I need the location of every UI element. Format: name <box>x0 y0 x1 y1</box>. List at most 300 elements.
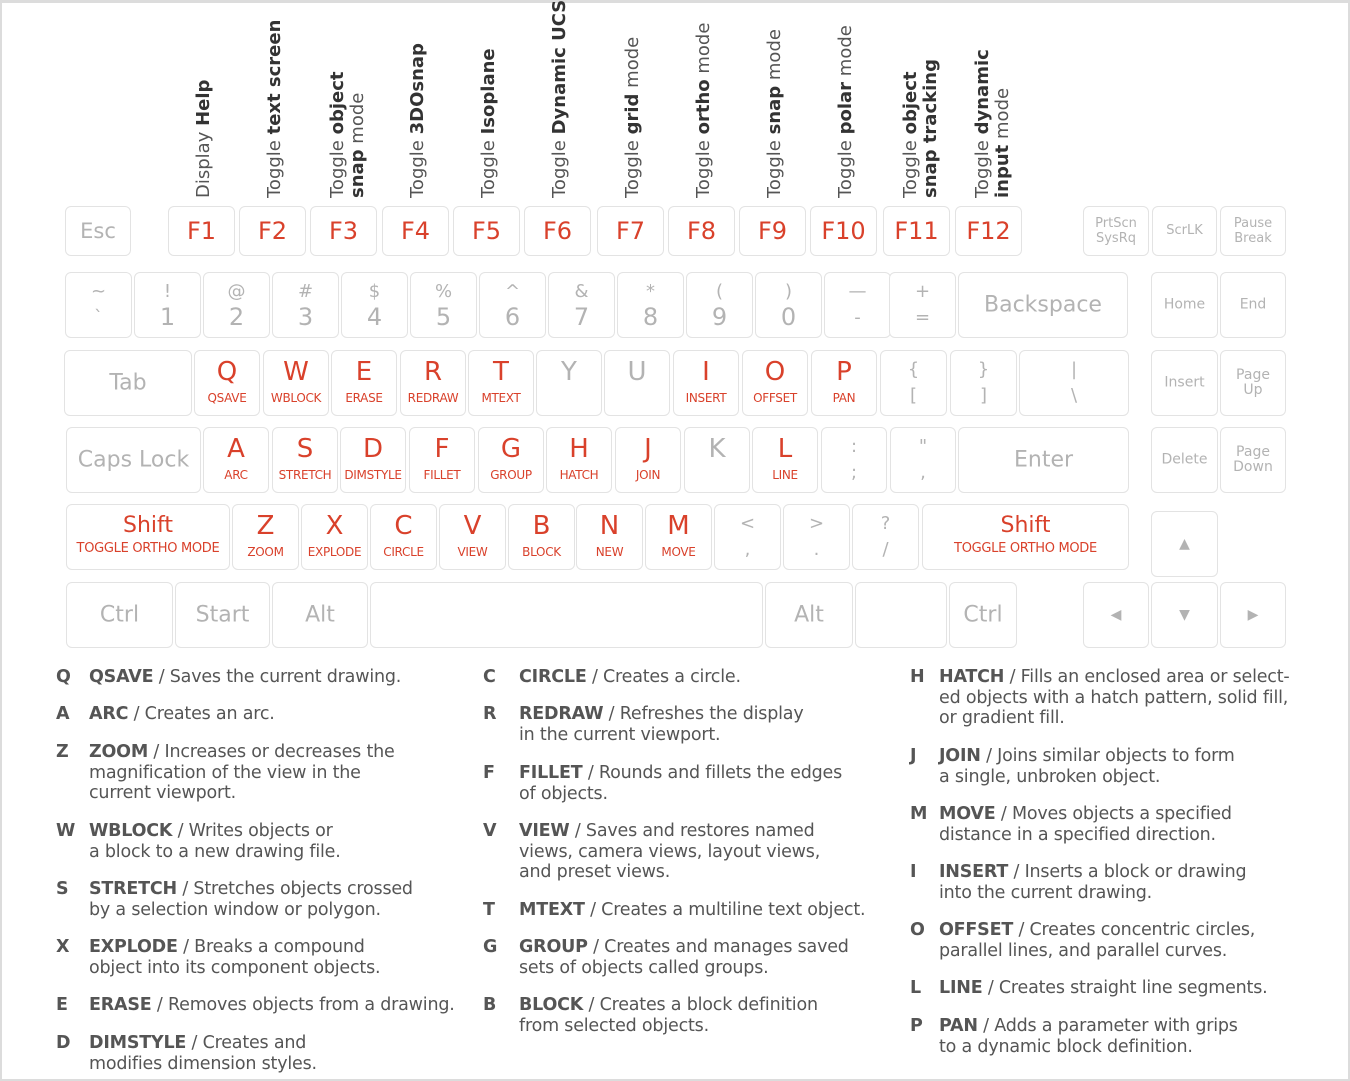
key-command: ARC <box>224 468 248 482</box>
shortcut-letter: M <box>910 804 928 824</box>
shortcut-letter: O <box>910 920 925 940</box>
function-key-label-f9 <box>757 8 817 198</box>
shortcut-text-line: into the current drawing. <box>939 882 1153 903</box>
key-z[interactable] <box>232 504 299 570</box>
prtscn-line1: PrtScn <box>1095 216 1137 231</box>
shortcut-description-e <box>56 995 456 1018</box>
shortcut-text-line: and preset views. <box>519 862 671 882</box>
home-label: Home <box>1163 296 1206 313</box>
key-base-symbol: ; <box>850 462 858 483</box>
shortcut-explanation: / Creates a multiline text object. <box>584 900 866 920</box>
shortcut-command: WBLOCK <box>89 821 173 841</box>
function-label-suffix: mode <box>835 25 856 82</box>
key-command: INSERT <box>685 391 727 405</box>
scrlk-key[interactable] <box>1152 206 1217 256</box>
function-label-bold: object <box>900 71 921 135</box>
shortcut-command: VIEW <box>519 821 570 841</box>
scrlk-label: ScrLK <box>1166 223 1203 238</box>
function-label-text <box>623 8 643 198</box>
left-shift-key[interactable] <box>66 504 230 570</box>
number-key-4[interactable] <box>341 272 408 338</box>
shortcut-explanation: / Creates a block definition <box>583 995 818 1015</box>
function-key-f11[interactable] <box>883 206 950 256</box>
shortcut-description-b <box>483 995 883 1038</box>
key-letter: M <box>667 511 690 541</box>
key-u[interactable] <box>604 350 670 416</box>
shortcut-text-line: distance in a specified direction. <box>939 824 1216 845</box>
shortcut-explanation: / Creates a circle. <box>586 667 741 687</box>
key-letter: Y <box>561 357 577 387</box>
shortcut-text <box>89 1033 317 1074</box>
shortcut-text <box>89 704 275 725</box>
function-key-f12[interactable] <box>955 206 1022 256</box>
function-label-prefix: Toggle <box>327 134 348 198</box>
number-key-3[interactable] <box>272 272 339 338</box>
function-label-bold: ortho <box>693 79 714 135</box>
key-base-symbol: 5 <box>435 303 452 331</box>
shortcut-letter: E <box>56 995 68 1015</box>
shift-command: TOGGLE ORTHO MODE <box>76 541 220 556</box>
shortcut-description-c <box>483 667 883 690</box>
function-key-label: F6 <box>542 217 573 245</box>
function-key-label: F3 <box>328 217 359 245</box>
ctrl-label: Ctrl <box>99 602 140 628</box>
function-label-text <box>901 8 941 198</box>
function-key-f6[interactable] <box>524 206 591 256</box>
function-key-label: F12 <box>966 217 1011 245</box>
key-letter: N <box>599 511 620 541</box>
key-letter: D <box>362 434 384 464</box>
key-command: ERASE <box>345 391 383 405</box>
key-base-symbol: 6 <box>504 303 521 331</box>
function-key-label: F10 <box>821 217 866 245</box>
semicolon-key[interactable] <box>821 427 887 493</box>
function-key-label: F2 <box>257 217 288 245</box>
function-key-f5[interactable] <box>453 206 520 256</box>
key-w[interactable] <box>263 350 329 416</box>
key-shift-symbol: ) <box>784 281 793 302</box>
key-s[interactable] <box>272 427 338 493</box>
menu-key[interactable] <box>855 582 947 648</box>
key-shift-symbol: < <box>739 513 756 534</box>
shortcut-command: ZOOM <box>89 742 149 762</box>
shortcut-letter: F <box>483 763 495 783</box>
function-key-f8[interactable] <box>668 206 735 256</box>
function-label-text <box>836 8 856 198</box>
shortcut-text-line <box>89 704 275 725</box>
function-key-f10[interactable] <box>810 206 877 256</box>
shortcut-command: EXPLODE <box>89 937 178 957</box>
function-label-bold: dynamic <box>972 49 993 135</box>
space-key[interactable] <box>370 582 763 648</box>
shortcut-text <box>519 667 741 688</box>
number-key-6[interactable] <box>479 272 546 338</box>
pageup-line1: Page <box>1236 367 1270 383</box>
shortcut-text-line: current viewport. <box>89 783 237 803</box>
function-label-suffix: mode <box>693 22 714 80</box>
alt-label: Alt <box>305 602 335 628</box>
key-shift-symbol: ( <box>715 281 724 302</box>
function-label-prefix: Toggle <box>835 134 856 198</box>
capslock-label: Caps Lock <box>77 447 190 473</box>
shortcut-text <box>939 667 1290 729</box>
shortcut-text-line <box>89 879 413 900</box>
function-label-line2 <box>348 8 368 198</box>
key-letter: I <box>702 357 710 387</box>
key-letter: U <box>627 357 647 387</box>
key-shift-symbol: } <box>977 359 990 380</box>
key-base-symbol: 7 <box>573 303 590 331</box>
shortcut-explanation: / Saves and restores named <box>569 821 815 841</box>
pagedown-key[interactable] <box>1220 427 1286 493</box>
key-base-symbol: [ <box>909 385 918 406</box>
function-label-prefix: Toggle <box>478 134 499 198</box>
arrow-up-key[interactable] <box>1151 511 1218 577</box>
right-shift-key[interactable] <box>922 504 1129 570</box>
shortcut-letter: B <box>483 995 497 1015</box>
number-key-0[interactable] <box>65 272 132 338</box>
shortcut-text-line: in the current viewport. <box>519 724 721 745</box>
function-label-bold: snap <box>764 85 785 135</box>
key-base-symbol: , <box>920 462 926 483</box>
shortcut-description-r <box>483 704 883 747</box>
function-label-line1 <box>623 8 643 198</box>
shortcut-text-line <box>89 742 395 763</box>
right-ctrl-key[interactable] <box>949 582 1017 648</box>
shortcut-command: STRETCH <box>89 879 177 899</box>
prtscn-label <box>1084 216 1148 246</box>
shortcut-explanation: / Fills an enclosed area or select- <box>1004 667 1290 687</box>
key-base-symbol: , <box>744 539 751 560</box>
shortcut-text-line <box>89 821 341 842</box>
key-r[interactable] <box>400 350 466 416</box>
enter-key[interactable] <box>958 427 1129 493</box>
shortcut-text <box>89 742 395 804</box>
shortcut-command: MTEXT <box>519 900 585 920</box>
shortcut-text <box>939 1016 1238 1057</box>
shortcut-explanation: / Creates concentric circles, <box>1013 920 1256 940</box>
shortcut-explanation: / Refreshes the display <box>603 704 804 724</box>
number-key-5[interactable] <box>410 272 477 338</box>
shortcut-description-x <box>56 937 456 980</box>
function-key-label: F11 <box>894 217 939 245</box>
function-label-line2-text: mode <box>992 87 1013 145</box>
key-command: JOIN <box>635 468 661 482</box>
shortcut-command: GROUP <box>519 937 588 957</box>
function-label-line1 <box>408 8 428 198</box>
function-label-line1 <box>328 8 348 198</box>
function-key-label: F7 <box>615 217 646 245</box>
shortcut-command: CIRCLE <box>519 667 587 687</box>
key-shift-symbol: & <box>574 281 589 302</box>
shortcut-letter: J <box>910 746 917 766</box>
shortcut-explanation: / Moves objects a specified <box>995 804 1232 824</box>
function-label-line1 <box>479 8 499 198</box>
key-letter: X <box>325 511 344 541</box>
key-shift-symbol: + <box>914 281 931 302</box>
function-key-f7[interactable] <box>597 206 664 256</box>
key-base-symbol: 9 <box>711 303 728 331</box>
shortcut-text <box>89 879 413 920</box>
bracket-key-0[interactable] <box>880 350 947 416</box>
key-letter: Z <box>256 511 275 541</box>
function-key-label-f2 <box>257 8 317 198</box>
shortcut-description-q <box>56 667 456 690</box>
key-letter: K <box>708 434 726 464</box>
function-label-prefix: Toggle <box>549 134 570 198</box>
key-command: PAN <box>832 391 856 405</box>
start-key[interactable] <box>175 582 270 648</box>
key-letter: G <box>500 434 522 464</box>
key-q[interactable] <box>194 350 260 416</box>
arrow-up-icon: ▲ <box>1179 536 1190 552</box>
shortcut-letter: Z <box>56 742 69 762</box>
key-letter: Q <box>216 357 238 387</box>
shortcut-letter: V <box>483 821 497 841</box>
function-key-f3[interactable] <box>310 206 377 256</box>
pageup-key[interactable] <box>1220 350 1286 416</box>
key-k[interactable] <box>684 427 750 493</box>
shortcut-text-line: views, camera views, layout views, <box>519 841 821 862</box>
ctrl-label: Ctrl <box>963 602 1003 628</box>
key-command: EXPLODE <box>307 545 362 559</box>
shortcut-text-line <box>939 978 1268 999</box>
key-command: LINE <box>772 468 798 482</box>
quote-key[interactable] <box>890 427 956 493</box>
number-key-12[interactable] <box>889 272 956 338</box>
shortcut-command: OFFSET <box>939 920 1014 940</box>
key-v[interactable] <box>439 504 506 570</box>
arrow-right-icon: ▶ <box>1247 607 1259 623</box>
insert-label: Insert <box>1164 374 1205 391</box>
shortcut-explanation: / Creates an arc. <box>128 704 275 724</box>
function-key-label: F4 <box>400 217 431 245</box>
key-x[interactable] <box>301 504 368 570</box>
key-h[interactable] <box>546 427 612 493</box>
key-c[interactable] <box>370 504 437 570</box>
number-key-7[interactable] <box>548 272 615 338</box>
key-i[interactable] <box>673 350 739 416</box>
number-key-8[interactable] <box>617 272 684 338</box>
key-letter: S <box>296 434 314 464</box>
backspace-key[interactable] <box>958 272 1128 338</box>
delete-key[interactable] <box>1151 427 1218 493</box>
shortcut-text <box>939 862 1246 903</box>
function-key-label-f4 <box>400 8 460 198</box>
function-label-line1 <box>901 8 921 198</box>
key-base-symbol: = <box>914 307 931 328</box>
shortcut-text-line <box>519 821 820 842</box>
key-p[interactable] <box>811 350 877 416</box>
function-label-line1 <box>973 8 993 198</box>
start-label: Start <box>195 602 250 628</box>
shortcut-explanation: / Inserts a block or drawing <box>1008 862 1247 882</box>
key-d[interactable] <box>340 427 406 493</box>
function-label-text <box>549 0 570 198</box>
shortcut-letter: H <box>910 667 925 687</box>
shortcut-description-h <box>910 667 1310 731</box>
alt-label: Alt <box>794 602 824 628</box>
capslock-key[interactable] <box>66 427 201 493</box>
shortcut-command: ARC <box>89 704 129 724</box>
enter-label: Enter <box>1013 447 1074 473</box>
function-label-line1 <box>265 8 285 198</box>
shift-command: TOGGLE ORTHO MODE <box>954 541 1097 556</box>
pause-key[interactable] <box>1220 206 1286 256</box>
home-key[interactable] <box>1151 272 1218 338</box>
shortcut-text <box>939 920 1255 961</box>
pageup-line2: Up <box>1243 382 1263 398</box>
key-command: NEW <box>595 545 624 559</box>
key-t[interactable] <box>468 350 534 416</box>
left-ctrl-key[interactable] <box>66 582 173 648</box>
function-key-f9[interactable] <box>739 206 806 256</box>
bracket-key-1[interactable] <box>950 350 1017 416</box>
tab-key[interactable] <box>64 350 192 416</box>
shortcut-text-line <box>939 804 1232 825</box>
function-key-label-f11 <box>901 8 961 198</box>
function-key-label-f1 <box>186 8 246 198</box>
function-label-prefix: Toggle <box>264 134 285 198</box>
shortcut-command: BLOCK <box>519 995 584 1015</box>
key-base-symbol: 3 <box>297 303 314 331</box>
arrow-down-icon: ▼ <box>1179 607 1190 623</box>
insert-key[interactable] <box>1151 350 1218 416</box>
shortcut-command: REDRAW <box>519 704 604 724</box>
key-l[interactable] <box>752 427 818 493</box>
shortcut-text-line <box>519 667 741 688</box>
key-n[interactable] <box>576 504 643 570</box>
shortcut-explanation: / Increases or decreases the <box>148 742 395 762</box>
function-label-line1 <box>194 8 214 198</box>
key-base-symbol: 2 <box>228 303 245 331</box>
bracket-key-2[interactable] <box>1019 350 1129 416</box>
key-b[interactable] <box>508 504 575 570</box>
number-key-2[interactable] <box>203 272 270 338</box>
arrow-left-key[interactable] <box>1083 582 1149 648</box>
function-label-bold: text screen <box>264 19 285 135</box>
key-command: STRETCH <box>278 468 332 482</box>
key-shift-symbol: $ <box>368 281 381 302</box>
function-label-line1 <box>549 0 570 198</box>
function-label-line1 <box>836 8 856 198</box>
key-command: GROUP <box>490 468 532 482</box>
function-label-text <box>479 8 499 198</box>
shortcut-text-line: magnification of the view in the <box>89 762 361 783</box>
punct-key-2[interactable] <box>852 504 919 570</box>
esc-label: Esc <box>80 219 116 243</box>
right-alt-key[interactable] <box>765 582 853 648</box>
function-label-text <box>408 8 428 198</box>
key-letter: H <box>569 434 589 464</box>
punct-key-1[interactable] <box>783 504 850 570</box>
left-alt-key[interactable] <box>272 582 368 648</box>
function-label-text <box>328 8 368 198</box>
shortcut-description-z <box>56 742 456 806</box>
shortcut-text-line: modifies dimension styles. <box>89 1053 317 1074</box>
key-letter: R <box>423 357 443 387</box>
key-y[interactable] <box>536 350 602 416</box>
shortcut-text <box>519 763 842 804</box>
shortcut-text <box>939 978 1268 999</box>
shortcut-text-line <box>939 1016 1238 1037</box>
function-key-label-f10 <box>828 8 888 198</box>
shortcut-text-line: to a dynamic block definition. <box>939 1036 1193 1057</box>
key-base-symbol: 1 <box>159 303 176 331</box>
key-command: REDRAW <box>407 391 459 405</box>
pause-label <box>1221 216 1285 246</box>
function-label-line2-bold: snap <box>347 149 368 198</box>
key-a[interactable] <box>203 427 269 493</box>
function-key-f4[interactable] <box>382 206 449 256</box>
arrow-right-key[interactable] <box>1220 582 1286 648</box>
shortcut-text-line <box>519 763 842 784</box>
shortcut-command: ERASE <box>89 995 152 1015</box>
shortcut-command: MOVE <box>939 804 996 824</box>
shortcut-text-line <box>519 995 818 1016</box>
esc-key[interactable] <box>65 206 131 256</box>
function-label-line2 <box>993 8 1013 198</box>
function-key-f2[interactable] <box>239 206 306 256</box>
shortcut-description-i <box>910 862 1310 905</box>
prtscn-key[interactable] <box>1083 206 1149 256</box>
number-key-9[interactable] <box>686 272 753 338</box>
shortcut-text <box>519 995 818 1036</box>
key-letter: L <box>777 434 793 464</box>
shortcut-text <box>89 937 380 978</box>
shortcut-command: LINE <box>939 978 983 998</box>
key-shift-symbol: > <box>808 513 825 534</box>
shortcut-letter: I <box>910 862 917 882</box>
function-label-bold: object <box>327 71 348 135</box>
function-label-prefix: Toggle <box>693 134 714 198</box>
shortcut-letter: C <box>483 667 496 687</box>
shortcut-text <box>89 667 401 688</box>
backspace-label: Backspace <box>984 292 1102 318</box>
number-key-1[interactable] <box>134 272 201 338</box>
key-letter: B <box>532 511 551 541</box>
number-key-11[interactable] <box>824 272 891 338</box>
key-e[interactable] <box>331 350 397 416</box>
arrow-down-key[interactable] <box>1151 582 1218 648</box>
key-j[interactable] <box>615 427 681 493</box>
shortcut-text-line <box>939 746 1235 767</box>
key-o[interactable] <box>742 350 808 416</box>
key-m[interactable] <box>645 504 712 570</box>
shortcut-letter: Q <box>56 667 71 687</box>
key-g[interactable] <box>478 427 544 493</box>
key-f[interactable] <box>409 427 475 493</box>
key-command: MOVE <box>661 545 696 559</box>
shortcut-description-v <box>483 821 883 885</box>
shortcut-description-o <box>910 920 1310 963</box>
pagedown-line1: Page <box>1236 444 1270 460</box>
shortcut-text-line <box>939 862 1246 883</box>
shortcut-explanation: / Creates and manages saved <box>587 937 849 957</box>
key-shift-symbol: * <box>646 281 655 302</box>
shortcut-explanation: / Removes objects from a drawing. <box>151 995 455 1015</box>
key-base-symbol: . <box>813 539 820 560</box>
end-key[interactable] <box>1220 272 1286 338</box>
number-key-10[interactable] <box>755 272 822 338</box>
shortcut-letter: X <box>56 937 70 957</box>
function-key-f1[interactable] <box>168 206 235 256</box>
punct-key-0[interactable] <box>714 504 781 570</box>
shortcut-letter: T <box>483 900 495 920</box>
key-letter: P <box>836 357 852 387</box>
function-label-bold: 3DOsnap <box>407 43 428 135</box>
function-label-text <box>765 8 785 198</box>
